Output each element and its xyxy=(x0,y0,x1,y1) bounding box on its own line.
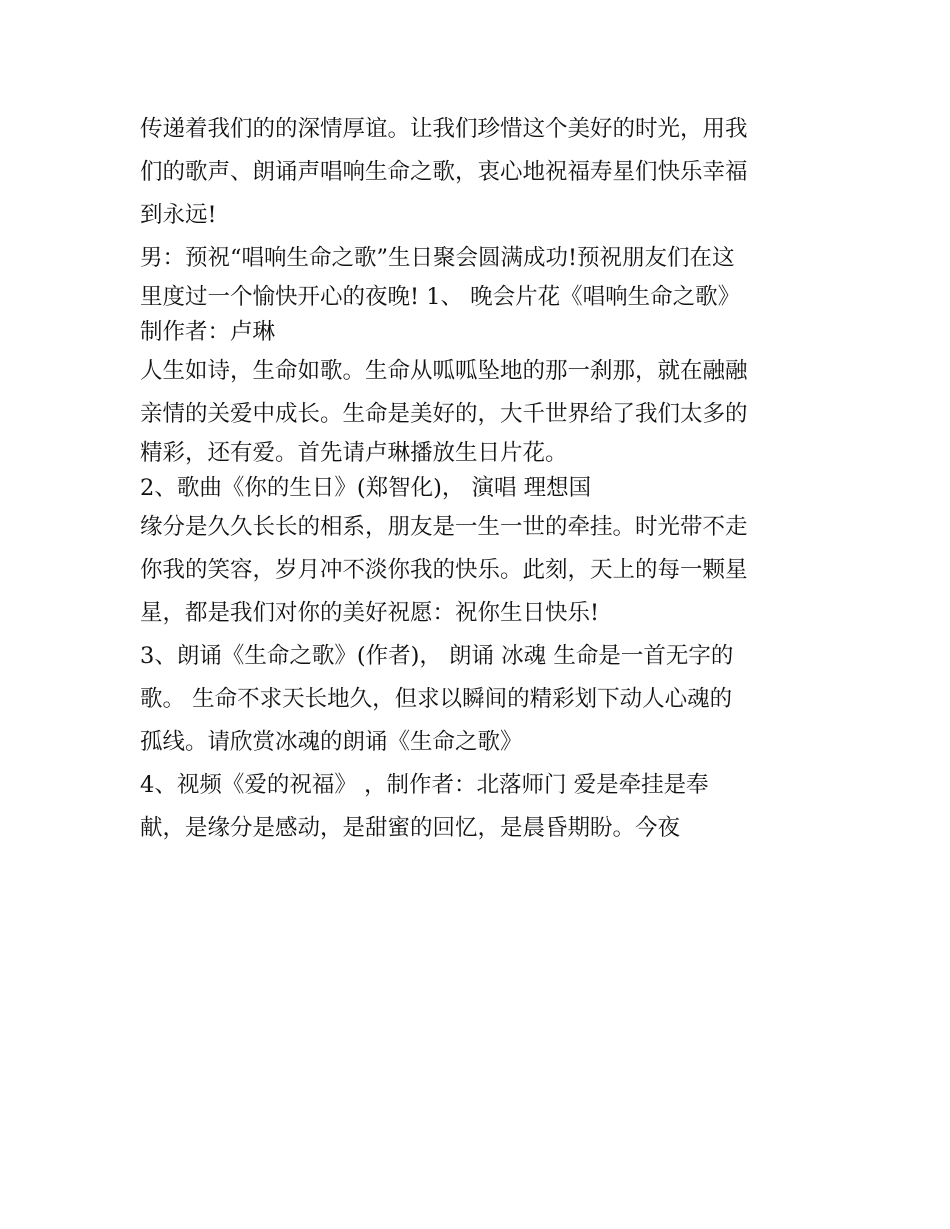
text-line: 2、歌曲《你的生日》(郑智化)， 演唱 理想国 xyxy=(140,475,592,501)
text-line: 星，都是我们对你的美好祝愿：祝你生日快乐! xyxy=(140,600,600,626)
text-line: 孤线。请欣赏冰魂的朗诵《生命之歌》 xyxy=(140,729,523,755)
text-line: 献，是缘分是感动，是甜蜜的回忆，是晨昏期盼。今夜 xyxy=(140,815,681,841)
text-line: 缘分是久久长长的相系，朋友是一生一世的牵挂。时光带不走 xyxy=(140,514,748,540)
text-line: 歌。 生命不求天长地久，但求以瞬间的精彩划下动人心魂的 xyxy=(140,686,733,712)
text-line: 们的歌声、朗诵声唱响生命之歌，衷心地祝福寿星们快乐幸福 xyxy=(140,159,748,185)
text-line: 里度过一个愉快开心的夜晚! 1、 晚会片花《唱响生命之歌》 xyxy=(140,284,741,310)
text-line: 传递着我们的的深情厚谊。让我们珍惜这个美好的时光，用我 xyxy=(140,116,748,142)
text-line: 人生如诗，生命如歌。生命从呱呱坠地的那一刹那，就在融融 xyxy=(140,358,748,384)
text-line: 亲情的关爱中成长。生命是美好的，大千世界给了我们太多的 xyxy=(140,401,748,427)
text-line: 你我的笑容，岁月冲不淡你我的快乐。此刻，天上的每一颗星 xyxy=(140,557,748,583)
text-line: 3、朗诵《生命之歌》(作者)， 朗诵 冰魂 生命是一首无字的 xyxy=(140,643,734,669)
text-line: 4、视频《爱的祝福》 ，制作者：北落师门 爱是牵挂是奉 xyxy=(140,772,709,798)
document-body xyxy=(140,108,820,850)
text-line: 精彩，还有爱。首先请卢琳播放生日片花。 xyxy=(140,440,568,466)
text-line: 男：预祝“唱响生命之歌”生日聚会圆满成功!预祝朋友们在这 xyxy=(140,245,735,271)
text-line: 到永远! xyxy=(140,202,217,228)
text-line: 制作者：卢琳 xyxy=(140,319,276,345)
